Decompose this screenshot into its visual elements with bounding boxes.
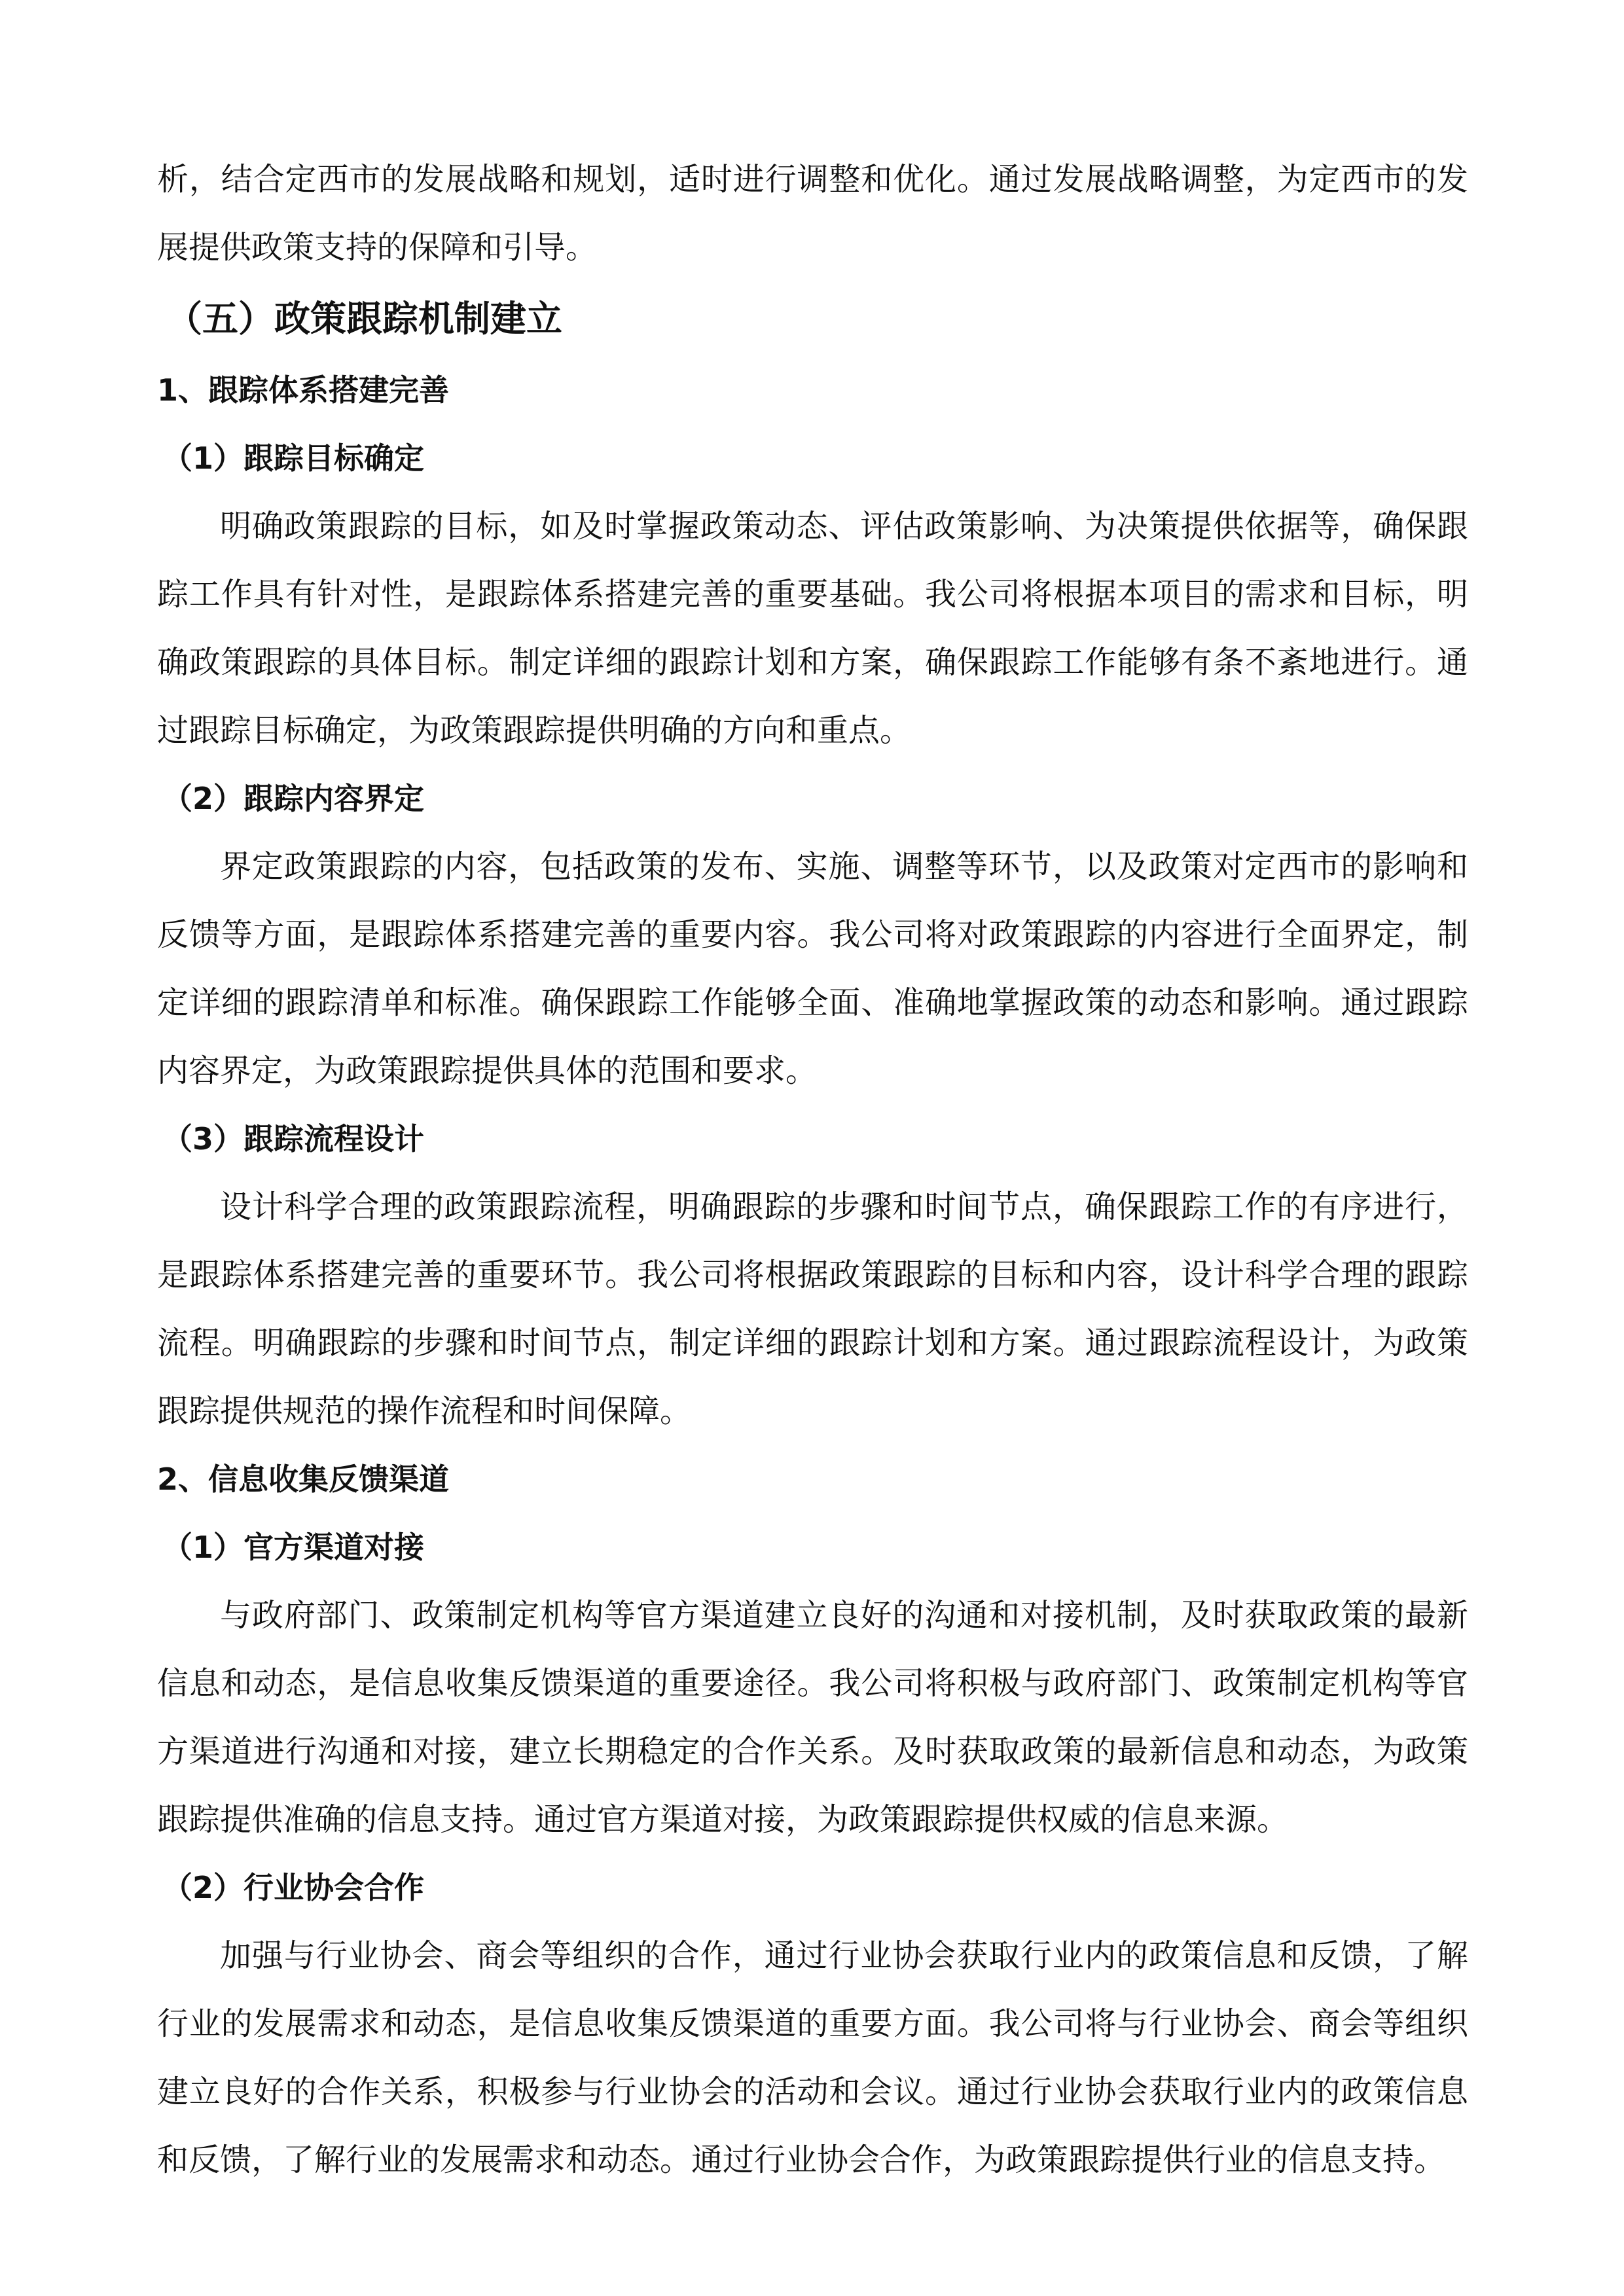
paragraph-tracking-process: 设计科学合理的政策跟踪流程，明确跟踪的步骤和时间节点，确保跟踪工作的有序进行，是跟踪体系搭建完善的重要环节。我公司将根据政策跟踪的目标和内容，设计科学合理的跟踪流程。明确跟踪的步骤和时间节点，制定详细的跟踪计划和方案。通过跟踪流程设计，为政策跟踪提供规范的操作流程和时间保障。 <box>157 1189 1468 1429</box>
subheading-info-channels: 2、信息收集反馈渠道 <box>157 1462 450 1497</box>
paragraph-tracking-content: 界定政策跟踪的内容，包括政策的发布、实施、调整等环节，以及政策对定西市的影响和反馈等方面，是跟踪体系搭建完善的重要内容。我公司将对政策跟踪的内容进行全面界定，制定详细的跟踪清单和标准。确保跟踪工作能够全面、准确地掌握政策的动态和影响。通过跟踪内容界定，为政策跟踪提供具体的范围和要求。 <box>157 848 1468 1089</box>
item-heading-official-channels: （1）官方渠道对接 <box>162 1530 425 1565</box>
paragraph-industry-association: 加强与行业协会、商会等组织的合作，通过行业协会获取行业内的政策信息和反馈，了解行业的发展需求和动态，是信息收集反馈渠道的重要方面。我公司将与行业协会、商会等组织建立良好的合作关系，积极参与行业协会的活动和会议。通过行业协会获取行业内的政策信息和反馈，了解行业的发展需求和动态。通过行业协会合作，为政策跟踪提供行业的信息支持。 <box>157 1937 1468 2178</box>
item-heading-industry-association: （2）行业协会合作 <box>162 1870 425 1905</box>
paragraph-tracking-goal: 明确政策跟踪的目标，如及时掌握政策动态、评估政策影响、为决策提供依据等，确保跟踪工作具有针对性，是跟踪体系搭建完善的重要基础。我公司将根据本项目的需求和目标，明确政策跟踪的具体目标。制定详细的跟踪计划和方案，确保跟踪工作能够有条不紊地进行。通过跟踪目标确定，为政策跟踪提供明确的方向和重点。 <box>157 508 1468 749</box>
paragraph-official-channels: 与政府部门、政策制定机构等官方渠道建立良好的沟通和对接机制，及时获取政策的最新信息和动态，是信息收集反馈渠道的重要途径。我公司将积极与政府部门、政策制定机构等官方渠道进行沟通和对接，建立长期稳定的合作关系。及时获取政策的最新信息和动态，为政策跟踪提供准确的信息支持。通过官方渠道对接，为政策跟踪提供权威的信息来源。 <box>157 1597 1468 1838</box>
item-heading-tracking-content: （2）跟踪内容界定 <box>162 781 425 816</box>
paragraph-continuation: 析，结合定西市的发展战略和规划，适时进行调整和优化。通过发展战略调整，为定西市的发展提供政策支持的保障和引导。 <box>157 161 1468 266</box>
document-page <box>157 145 1468 2194</box>
item-heading-tracking-process: （3）跟踪流程设计 <box>162 1121 425 1157</box>
section-heading-policy-tracking: （五）政策跟踪机制建立 <box>166 298 563 340</box>
item-heading-tracking-goal: （1）跟踪目标确定 <box>162 440 425 476</box>
subheading-tracking-system: 1、跟踪体系搭建完善 <box>157 372 450 408</box>
